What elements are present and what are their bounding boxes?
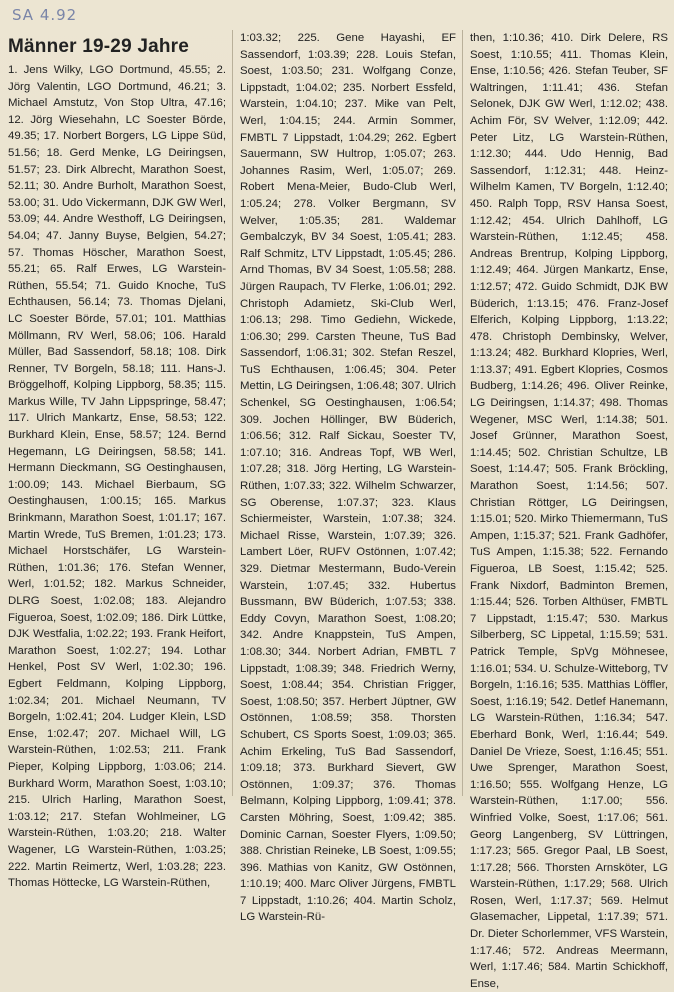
results-text: then, 1:10.36; 410. Dirk Delere, RS Soest, 1:10.55; 411. Thomas Klein, Ense, 1:10.56; 426. Stefan Teuber, SF Waltringen, 1:11.41; 436. Stefan Selonek, DJK GW Werl, 1:12.02; 438. Achim För, SV Welver, 1:12.09; 442. Peter Litz, LG Warstein-Rüthen, 1:12.30; 444. Udo Hennig, Bad Sassendorf, 1:12.31; 448. Heinz-Wilhelm Kamen, TV Borgeln, 1:12.40; 450. Ralph Topp, RSV Hansa Soest, 1:12.42; 454. Ulrich Dahlhoff, LG Warstein-Rüthen, 1:12.45; 458. Andreas Brentrup, Kolping Lippborg, 1:12.49; 464. Jürgen Mankartz, Ense, 1:12.57; 472. Guido Schmidt, DJK BW Büderich, 1:13.15; 476. Franz-Josef Elferich, Kolping Lippborg, 1:13.22; 478. Christoph Dembinsky, Welver, 1:13.24; 482. Burkhard Klopries, Werl, 1:13.37; 491. Egbert Klopries, Cosmos Budberg, 1:14.26; 496. Oliver Reinke, LG Deiringsen, 1:14.37; 498. Thomas Wegener, MSC Werl, 1:14.38; 501. Josef Grünner, Marathon Soest, 1:14.45; 502. Christian Schultze, LB Soest, 1:14.47; 505. Frank Bröckling, Marathon Soest, 1:14.56; 507. Christian Röttger, LG Deiringsen, 1:15.01; 520. Mirko Thiemermann, TuS Ampen, 1:15.37; 521. Frank Gadhöfer, TuS Ampen, 1:15.38; 522. Fernando Figueroa, LB Soest, 1:15.42; 525. Frank Nixdorf, Badminton Bremen, 1:15.44; 526. Torben Althüser, FMBTL 7 Lippstadt, 1:15.47; 530. Markus Silberberg, SC Lippetal, 1:15.59; 531. Patrick Temple, SpVg Möhnesee, 1:16.01; 534. U. Schulze-Witteborg, TV Borgeln, 1:16.16; 535. Matthias Löffler, Soest, 1:16.19; 542. Detlef Hanemann, LG Warstein-Rüthen, 1:16.34; 547. Eberhard Bonk, Werl, 1:16.44; 549. Daniel De Vrieze, Soest, 1:16.45; 551. Uwe Sprenger, Marathon Soest, 1:16.50; 555. Wolfgang Henze, LG Warstein-Rüthen, 1:17.00; 556. Winfried Volke, Soest, 1:17.06; 561. Georg Langenberg, SV Lüttringen, 1:17.23; 565. Gregor Paal, LB Soest, 1:17.28; 566. Thorsten Arnsköter, LG Warstein-Rüthen, 1:17.29; 568. Ulrich Rosen, Werl, 1:17.37; 569. Helmut Glasemacher, Lippetal, 1:17.39; 571. Dr. Dieter Schorlemmer, VFS Warstein, 1:17.46; 572. Andreas Meermann, Werl, 1:17.46; 584. Martin Schickhoff, Ense, [470,32,668,990]
handwritten-note: SA 4.92 [12,6,78,24]
results-column-2 [240,30,456,924]
column-rule [462,30,463,796]
headline: Männer 19-29 Jahre [8,36,190,57]
results-column-3 [470,30,668,990]
results-text: 1:03.32; 225. Gene Hayashi, EF Sassendorf, 1:03.39; 228. Louis Stefan, Soest, 1:03.50; 231. Wolfgang Conze, Lippstadt, 1:04.02; 235. Norbert Essfeld, Warstein, 1:04.10; 237. Mike van Pelt, Werl, 1:04.15; 244. Armin Sommer, FMBTL 7 Lippstadt, 1:04.29; 262. Egbert Sauermann, SW Hultrop, 1:05.07; 263. Johannes Rasim, Werl, 1:05.07; 269. Robert Mena-Meier, Budo-Club Werl, 1:05.24; 278. Volker Bergmann, SV Welver, 1:05.35; 281. Waldemar Gembalczyk, BV 34 Soest, 1:05.41; 283. Ralf Schmitz, LTV Lippstadt, 1:05.45; 286. Arnd Thomas, BV 34 Soest, 1:05.58; 288. Jürgen Raupach, TV Flerke, 1:06.01; 292. Christoph Adamietz, Ski-Club Werl, 1:06.13; 298. Timo Gediehn, Wickede, 1:06.30; 299. Carsten Theune, TuS Bad Sassendorf, 1:06.31; 302. Stefan Reszel, TuS Echthausen, 1:06.45; 304. Peter Mettin, LG Deiringsen, 1:06.48; 307. Ulrich Schenkel, SG Oestinghausen, 1:06.54; 309. Jochen Höllinger, BW Büderich, 1:06.56; 312. Ralf Sickau, Soester TV, 1:07.10; 316. Andreas Topf, WB Werl, 1:07.28; 318. Jörg Herting, LG Warstein-Rüthen, 1:07.33; 322. Wilhelm Schwarzer, SG Oberense, 1:07.37; 323. Klaus Schiermeister, Warstein, 1:07.38; 324. Michael Risse, Warstein, 1:07.39; 326. Lambert Löer, RUFV Ostönnen, 1:07.42; 329. Dietmar Mestermann, Budo-Verein Warstein, 1:07.45; 332. Hubertus Bussmann, BW Büderich, 1:07.53; 338. Eddy Covyn, Marathon Soest, 1:08.20; 342. Andre Knappstein, TuS Ampen, 1:08.30; 344. Norbert Adrian, FMBTL 7 Lippstadt, 1:08.39; 348. Friedrich Werny, Soest, 1:08.44; 354. Christian Frigger, Soest, 1:08.50; 357. Herbert Jüptner, GW Ostönnen, 1:08.59; 358. Thorsten Schubert, CS Sports Soest, 1:09.03; 365. Achim Erkeling, TuS Bad Sassendorf, 1:09.18; 373. Burkhard Sievert, GW Ostönnen, 1:09.37; 376. Thomas Belmann, Kolping Lippborg, 1:09.41; 378. Carsten Möhring, Soest, 1:09.42; 385. Dominic Carnan, Soester Flyers, 1:09.50; 388. Christian Reineke, LB Soest, 1:09.55; 396. Mathias von Kanitz, GW Ostönnen, 1:10.19; 400. Marc Oliver Jürgens, FMBTL 7 Lippstadt, 1:10.26; 404. Martin Scholz, LG Warstein-Rü- [240,32,456,924]
results-column-1 [8,30,226,890]
column-rule [232,30,233,796]
results-text: 1. Jens Wilky, LGO Dortmund, 45.55; 2. Jörg Valentin, LGO Dortmund, 46.21; 3. Michael Amstutz, Von Stop Ultra, 47.16; 12. Jörg Wiesehahn, LC Soester Börde, 49.35; 17. Norbert Borgers, LG Lippe Süd, 51.56; 18. Gerd Menke, LG Deiringsen, 51.57; 23. Dirk Albrecht, Marathon Soest, 52.11; 30. Andre Burholt, Marathon Soest, 53.00; 31. Udo Vickermann, DJK GW Werl, 53.09; 44. Andre Westhoff, LG Deiringsen, 54.04; 47. Janny Buyse, Belgien, 54.27; 57. Thomas Höscher, Marathon Soest, 55.21; 65. Ralf Erwes, LG Warstein-Rüthen, 55.54; 71. Guido Knoche, TuS Echthausen, 56.14; 73. Thomas Djelani, LC Soester Börde, 57.01; 101. Matthias Möllmann, RV Werl, 58.06; 106. Harald Müller, Bad Sassendorf, 58.18; 108. Dirk Renner, TV Borgeln, 58.18; 111. Hans-J. Bröggelhoff, Kolping Lippborg, 58.35; 115. Markus Wille, TV Jahn Lippspringe, 58.47; 117. Ulrich Mankartz, Ense, 58.53; 122. Burkhard Klein, Ense, 58.57; 124. Bernd Hegemann, LG Deiringsen, 58.58; 141. Hermann Dieckmann, SG Oestinghausen, 1:00.09; 143. Michael Bierbaum, SG Oestinghausen, 1:00.15; 165. Markus Brinkmann, Marathon Soest, 1:01.17; 167. Martin Wrede, TuS Bremen, 1:01.23; 173. Michael Horstschäfer, LG Warstein-Rüthen, 1:01.36; 176. Stefan Wenner, Werl, 1:01.52; 182. Markus Schneider, DLRG Soest, 1:02.08; 183. Alejandro Figueroa, Soest, 1:02.09; 186. Dirk Lüttke, DJK Westfalia, 1:02.22; 193. Frank Heifort, Marathon Soest, 1:02.27; 194. Lothar Henkel, Post SV Werl, 1:02.30; 196. Egbert Feldmann, Kolping Lippborg, 1:02.34; 201. Michael Neumann, TV Borgeln, 1:02.41; 204. Ludger Klein, LSD Ense, 1:02.47; 207. Michael Will, LG Warstein-Rüthen, 1:02.53; 211. Frank Pieper, Kolping Lippborg, 1:03.06; 214. Burkhard Worm, Marathon Soest, 1:03.10; 215. Ulrich Harling, Marathon Soest, 1:03.12; 217. Stefan Wohlmeiner, LG Warstein-Rüthen, 1:03.20; 218. Walter Wagener, LG Warstein-Rüthen, 1:03.25; 222. Martin Reimertz, Werl, 1:03.28; 223. Thomas Höttecke, LG Warstein-Rüthen, [8,64,226,890]
